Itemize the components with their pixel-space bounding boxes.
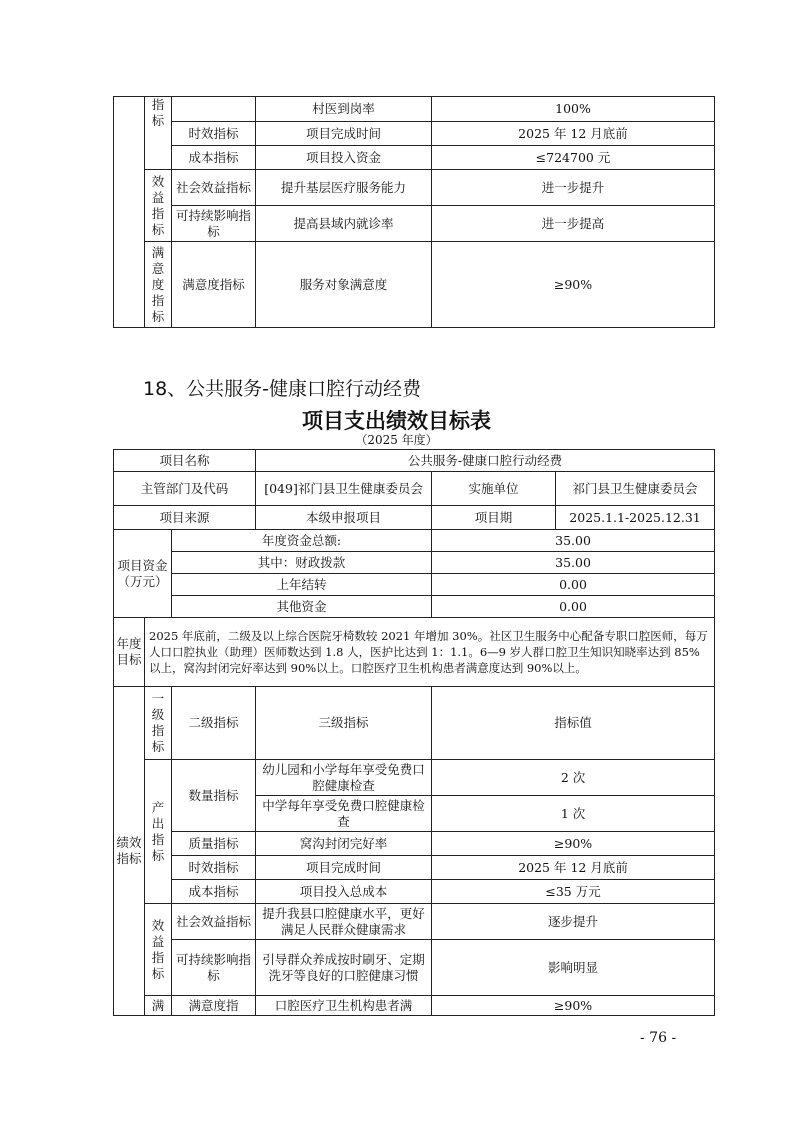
period-value: 2025.1.1-2025.12.31 xyxy=(556,506,715,530)
fund-total-label: 年度资金总额: xyxy=(172,530,432,552)
indicator-value: ≥90% xyxy=(432,242,715,328)
implementer-value: 祁门县卫生健康委员会 xyxy=(556,472,715,506)
fund-fiscal-label: 其中：财政拨款 xyxy=(172,552,432,574)
indicator-name: 提升基层医疗服务能力 xyxy=(256,170,432,206)
indicator-name: 幼儿园和小学每年享受免费口腔健康检查 xyxy=(256,760,432,796)
level1-benefit-cell: 效益指标 xyxy=(145,904,172,996)
indicator-value: 影响明显 xyxy=(432,940,715,996)
level2-indicator: 成本指标 xyxy=(172,146,256,170)
header-level2: 二级指标 xyxy=(172,687,256,760)
indicator-value: 1 次 xyxy=(432,796,715,832)
fund-carryover-label: 上年结转 xyxy=(172,574,432,596)
fund-other-value: 0.00 xyxy=(432,596,715,618)
indicator-name: 项目投入总成本 xyxy=(256,880,432,904)
indicator-name: 项目完成时间 xyxy=(256,856,432,880)
level2-blank-cell xyxy=(172,97,256,122)
indicator-value: 进一步提高 xyxy=(432,206,715,242)
level1-satisfaction-cell: 满 xyxy=(145,996,172,1016)
project-name-value: 公共服务-健康口腔行动经费 xyxy=(256,450,715,472)
table-year: （2025 年度） xyxy=(355,433,438,447)
indicator-name: 口腔医疗卫生机构患者满 xyxy=(256,996,432,1016)
cost-indicator-label: 成本指标 xyxy=(172,880,256,904)
header-level3: 三级指标 xyxy=(256,687,432,760)
period-label: 项目期 xyxy=(432,506,556,530)
level2-indicator: 可持续影响指标 xyxy=(172,206,256,242)
department-label: 主管部门及代码 xyxy=(114,472,256,506)
indicator-name: 窝沟封闭完好率 xyxy=(256,832,432,856)
continued-indicator-table xyxy=(113,96,715,328)
fund-fiscal-value: 35.00 xyxy=(432,552,715,574)
level1-output-cell: 产出指标 xyxy=(145,760,172,904)
indicator-value: ≥90% xyxy=(432,996,715,1016)
indicator-name: 项目投入资金 xyxy=(256,146,432,170)
indicator-value: 2025 年 12 月底前 xyxy=(432,856,715,880)
satisfaction-indicator-label: 满意度指 xyxy=(172,996,256,1016)
quantity-indicator-label: 数量指标 xyxy=(172,760,256,832)
funds-label: 项目资金（万元） xyxy=(114,530,172,618)
level1-satisfaction-cell: 满意度指标 xyxy=(145,242,172,328)
indicator-name: 中学每年享受免费口腔健康检查 xyxy=(256,796,432,832)
header-value: 指标值 xyxy=(432,687,715,760)
indicator-value: 2025 年 12 月底前 xyxy=(432,122,715,146)
page-number: - 76 - xyxy=(640,1030,677,1046)
indicator-name: 提高县域内就诊率 xyxy=(256,206,432,242)
fund-other-label: 其他资金 xyxy=(172,596,432,618)
time-indicator-label: 时效指标 xyxy=(172,856,256,880)
source-value: 本级申报项目 xyxy=(256,506,432,530)
indicator-value: 100% xyxy=(432,97,715,122)
header-level1: 一级指标 xyxy=(145,687,172,760)
indicator-value: ≥90% xyxy=(432,832,715,856)
indicator-name: 村医到岗率 xyxy=(256,97,432,122)
project-name-label: 项目名称 xyxy=(114,450,256,472)
implementer-label: 实施单位 xyxy=(432,472,556,506)
quality-indicator-label: 质量指标 xyxy=(172,832,256,856)
indicator-value: 逐步提升 xyxy=(432,904,715,940)
social-indicator-label: 社会效益指标 xyxy=(172,904,256,940)
indicator-name: 提升我县口腔健康水平，更好满足人民群众健康需求 xyxy=(256,904,432,940)
table-title: 项目支出绩效目标表 xyxy=(302,409,491,433)
section-title: 18、公共服务-健康口腔行动经费 xyxy=(143,378,422,400)
sustainable-indicator-label: 可持续影响指标 xyxy=(172,940,256,996)
indicator-name: 引导群众养成按时刷牙、定期洗牙等良好的口腔健康习惯 xyxy=(256,940,432,996)
indicator-value: 进一步提升 xyxy=(432,170,715,206)
performance-indicators-label: 绩效指标 xyxy=(114,687,145,1016)
indicator-value: ≤724700 元 xyxy=(432,146,715,170)
fund-total-value: 35.00 xyxy=(432,530,715,552)
annual-goal-label: 年度目标 xyxy=(114,618,145,687)
performance-target-table xyxy=(113,449,715,1016)
level2-indicator: 社会效益指标 xyxy=(172,170,256,206)
indicator-name: 项目完成时间 xyxy=(256,122,432,146)
fund-carryover-value: 0.00 xyxy=(432,574,715,596)
level2-indicator: 满意度指标 xyxy=(172,242,256,328)
indicator-name: 服务对象满意度 xyxy=(256,242,432,328)
blank-level0-cell xyxy=(114,97,145,328)
annual-goal-text: 2025 年底前，二级及以上综合医院牙椅数较 2021 年增加 30%。社区卫生服务中心配备专职口腔医师，每万人口口腔执业（助理）医师数达到 1.8 人，医护比达到 1：1.1。6—9 岁人群口腔卫生知识知晓率达到 85%以上，窝沟封闭完好率达到 90%以上。口腔医疗卫生机构患者满意度达到 90%以上。 xyxy=(145,618,715,687)
indicator-value: ≤35 万元 xyxy=(432,880,715,904)
source-label: 项目来源 xyxy=(114,506,256,530)
department-value: [049]祁门县卫生健康委员会 xyxy=(256,472,432,506)
level2-indicator: 时效指标 xyxy=(172,122,256,146)
indicator-value: 2 次 xyxy=(432,760,715,796)
level1-output-cell: 指标 xyxy=(145,97,172,170)
level1-benefit-cell: 效益指标 xyxy=(145,170,172,242)
